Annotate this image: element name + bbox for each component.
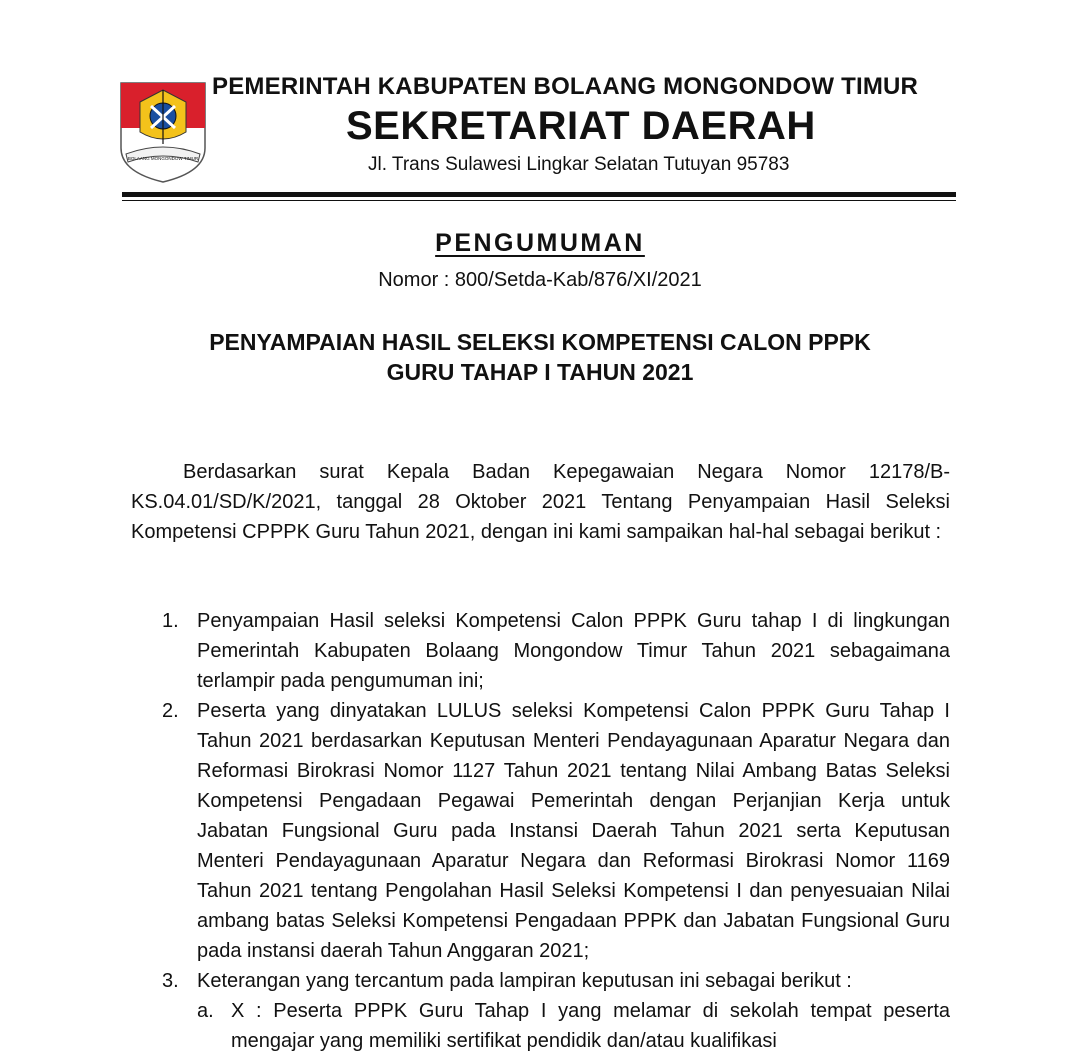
- subject-line-2: GURU TAHAP I TAHUN 2021: [386, 359, 694, 385]
- numbered-list: [162, 606, 950, 1056]
- header-divider-thin: [122, 200, 956, 201]
- subject-line-1: PENYAMPAIAN HASIL SELEKSI KOMPETENSI CALON PPPK: [209, 329, 871, 355]
- list-item-text: Penyampaian Hasil seleksi Kompetensi Calon PPPK Guru tahap I di lingkungan Pemerintah Kabupaten Bolaang Mongondow Timur Tahun 2021 sebagaimana terlampir pada pengumuman ini;: [197, 610, 950, 692]
- office-name: SEKRETARIAT DAERAH: [346, 104, 816, 148]
- regency-emblem-logo: [118, 80, 208, 184]
- list-item-text: Peserta yang dinyatakan LULUS seleksi Kompetensi Calon PPPK Guru Tahap I Tahun 2021 berdasarkan Keputusan Menteri Pendayagunaan Aparatur Negara dan Reformasi Birokrasi Nomor 1127 Tahun 2021 tentang Nilai Ambang Batas Seleksi Kompetensi Pengadaan Pegawai Pemerintah dengan Perjanjian Kerja untuk Jabatan Fungsional Guru pada Instansi Daerah Tahun 2021 serta Keputusan Menteri Pendayagunaan Aparatur Negara dan Reformasi Birokrasi Nomor 1169 Tahun 2021 tentang Pengolahan Hasil Seleksi Kompetensi I dan penyesuaian Nilai ambang batas Seleksi Kompetensi Pengadaan PPPK dan Jabatan Fungsional Guru pada instansi daerah Tahun Anggaran 2021;: [197, 700, 950, 962]
- announcement-title-text: PENGUMUMAN: [435, 229, 645, 257]
- list-item: [162, 966, 950, 996]
- sub-list-item-text: X : Peserta PPPK Guru Tahap I yang melamar di sekolah tempat peserta mengajar yang memiliki sertifikat pendidik dan/atau kualifikasi: [231, 1000, 950, 1052]
- government-name: PEMERINTAH KABUPATEN BOLAANG MONGONDOW TIMUR: [212, 73, 919, 100]
- header-divider-thick: [122, 192, 956, 197]
- list-item: [162, 696, 950, 966]
- announcement-title: [0, 229, 1080, 258]
- list-item: [162, 606, 950, 696]
- office-address: Jl. Trans Sulawesi Lingkar Selatan Tutuyan 95783: [368, 154, 790, 175]
- logo-caption: BOLAANG MONGONDOW TIMUR: [127, 156, 199, 161]
- list-item-number: 1.: [162, 610, 179, 632]
- announcement-number: Nomor : 800/Setda-Kab/876/XI/2021: [378, 269, 702, 291]
- intro-paragraph: Berdasarkan surat Kepala Badan Kepegawaian Negara Nomor 12178/B-KS.04.01/SD/K/2021, tanggal 28 Oktober 2021 Tentang Penyampaian Hasil Seleksi Kompetensi CPPPK Guru Tahun 2021, dengan ini kami sampaikan hal-hal sebagai berikut :: [131, 461, 950, 543]
- sub-list-item: [162, 996, 950, 1056]
- sub-list-item-letter: a.: [197, 1000, 214, 1022]
- list-item-text: Keterangan yang tercantum pada lampiran keputusan ini sebagai berikut :: [197, 970, 852, 992]
- list-item-number: 2.: [162, 700, 179, 722]
- list-item-number: 3.: [162, 970, 179, 992]
